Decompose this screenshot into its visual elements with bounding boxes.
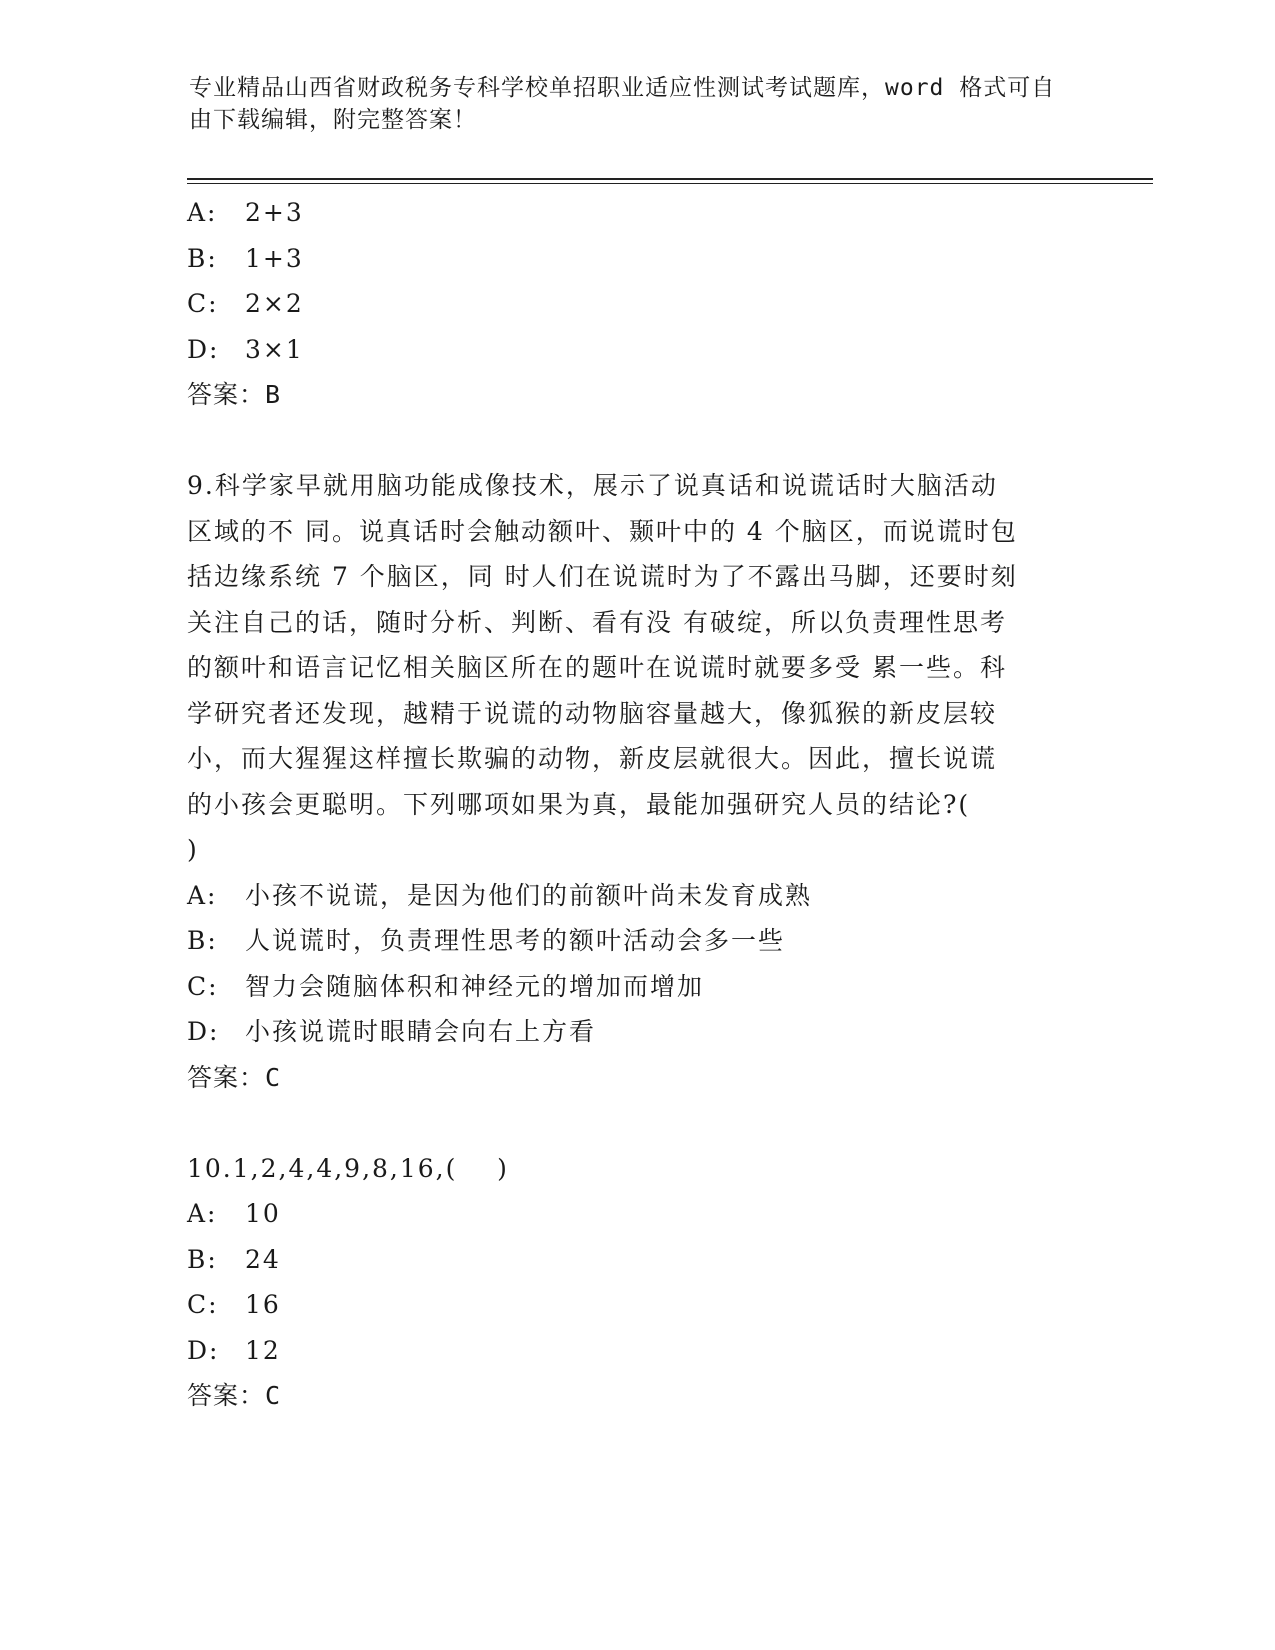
option-letter: B: xyxy=(187,1244,218,1274)
question-9-stem-line: ) xyxy=(187,835,199,864)
option-b xyxy=(187,918,1087,964)
option-text: 24 xyxy=(245,1244,281,1274)
option-text: 3×1 xyxy=(245,334,304,364)
option-text: 智力会随脑体积和神经元的增加而增加 xyxy=(245,971,705,1001)
question-9-stem-line: 关注自己的话，随时分析、判断、看有没 有破绽，所以负责理性思考 xyxy=(187,607,1007,637)
option-letter: D: xyxy=(187,1017,220,1046)
question-9-stem-line: 的额叶和语言记忆相关脑区所在的题叶在说谎时就要多受 累一些。科 xyxy=(187,653,1007,682)
option-letter: A: xyxy=(187,880,218,910)
option-text: 2×2 xyxy=(245,289,304,318)
option-a xyxy=(187,190,1087,236)
option-c xyxy=(187,281,1087,327)
option-letter: C: xyxy=(187,971,219,1001)
option-text: 12 xyxy=(245,1335,281,1365)
option-text: 小孩说谎时眼睛会向右上方看 xyxy=(245,1017,597,1046)
question-9-answer: 答案：C xyxy=(187,1062,282,1092)
question-9-stem-line: 9.科学家早就用脑功能成像技术，展示了说真话和说谎话时大脑活动 xyxy=(187,471,998,500)
option-text: 小孩不说谎，是因为他们的前额叶尚未发育成熟 xyxy=(245,880,813,910)
question-9-stem-line: 括边缘系统 7 个脑区，同 时人们在说谎时为了不露出马脚，还要时刻 xyxy=(187,562,1018,591)
option-letter: D: xyxy=(187,1335,220,1365)
header-line-2: 由下载编辑，附完整答案！ xyxy=(189,107,477,133)
question-10 xyxy=(187,1146,1087,1419)
document-header xyxy=(189,72,1069,136)
question-10-answer: 答案：C xyxy=(187,1381,282,1410)
option-letter: D: xyxy=(187,334,220,364)
option-c xyxy=(187,964,1087,1010)
option-text: 人说谎时，负责理性思考的额叶活动会多一些 xyxy=(245,926,786,955)
option-d xyxy=(187,1009,1087,1055)
option-letter: B: xyxy=(187,243,218,273)
question-10-stem: 10.1,2,4,4,9,8,16,( ) xyxy=(187,1153,509,1183)
question-9-stem-line: 的小孩会更聪明。下列哪项如果为真，最能加强研究人员的结论?( xyxy=(187,789,971,819)
question-8-options xyxy=(187,190,1087,418)
question-9 xyxy=(187,463,1087,1100)
option-b xyxy=(187,236,1087,282)
option-text: 16 xyxy=(245,1290,281,1319)
option-letter: A: xyxy=(187,1199,218,1228)
option-text: 2+3 xyxy=(245,198,304,227)
option-letter: C: xyxy=(187,1290,219,1319)
option-letter: B: xyxy=(187,926,218,955)
option-d xyxy=(187,1328,1087,1374)
header-rule-thin xyxy=(187,183,1153,184)
option-b xyxy=(187,1237,1087,1283)
question-content xyxy=(187,190,1087,1419)
question-9-stem-line: 小，而大猩猩这样擅长欺骗的动物，新皮层就很大。因此，擅长说谎 xyxy=(187,744,998,773)
option-letter: C: xyxy=(187,289,219,318)
header-line-1: 专业精品山西省财政税务专科学校单招职业适应性测试考试题库，word 格式可自 xyxy=(189,75,1056,101)
option-c xyxy=(187,1282,1087,1328)
question-9-stem-line: 学研究者还发现，越精于说谎的动物脑容量越大，像狐猴的新皮层较 xyxy=(187,698,998,728)
option-d xyxy=(187,327,1087,373)
question-8-answer: 答案：B xyxy=(187,380,282,409)
header-rule-thick xyxy=(187,178,1153,180)
option-a xyxy=(187,873,1087,919)
option-text: 10 xyxy=(245,1199,281,1228)
option-letter: A: xyxy=(187,198,218,227)
option-text: 1+3 xyxy=(245,243,304,273)
option-a xyxy=(187,1191,1087,1237)
question-9-stem-line: 区域的不 同。说真话时会触动额叶、颞叶中的 4 个脑区，而说谎时包 xyxy=(187,516,1018,546)
